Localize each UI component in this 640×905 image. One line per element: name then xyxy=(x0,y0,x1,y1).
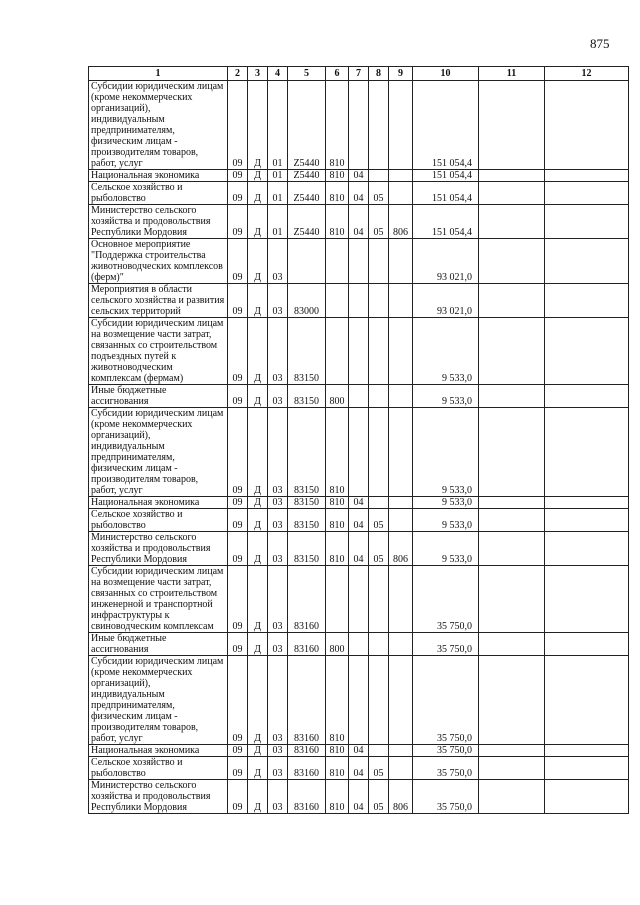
table-row xyxy=(89,532,629,566)
table-cell xyxy=(389,385,413,408)
table-cell: 810 xyxy=(326,532,349,566)
table-cell xyxy=(389,566,413,633)
table-cell: Субсидии юридическим лицам на возмещение части затрат, связанных со строительством инженерной и транспортной инфраструктуры к свиноводческим комплексам xyxy=(89,566,228,633)
table-cell xyxy=(369,239,389,284)
table-cell: Д xyxy=(248,497,268,509)
table-cell: 9 533,0 xyxy=(413,318,479,385)
table-cell: 35 750,0 xyxy=(413,745,479,757)
column-header: 3 xyxy=(248,67,268,81)
table-cell xyxy=(326,566,349,633)
table-cell xyxy=(349,385,369,408)
table-cell xyxy=(479,745,545,757)
table-cell: Субсидии юридическим лицам (кроме некоммерческих организаций), индивидуальным предпринимателям, физическим лицам - производителям товаров, работ, услуг xyxy=(89,408,228,497)
table-cell xyxy=(545,757,629,780)
column-header: 1 xyxy=(89,67,228,81)
table-cell: 93 021,0 xyxy=(413,284,479,318)
table-cell: 05 xyxy=(369,182,389,205)
table-cell xyxy=(479,205,545,239)
table-cell xyxy=(349,239,369,284)
column-header: 7 xyxy=(349,67,369,81)
table-row xyxy=(89,566,629,633)
column-header: 11 xyxy=(479,67,545,81)
table-cell: 83150 xyxy=(288,497,326,509)
table-cell: 01 xyxy=(268,81,288,170)
table-cell: 93 021,0 xyxy=(413,239,479,284)
table-cell: 83150 xyxy=(288,408,326,497)
table-cell: 810 xyxy=(326,182,349,205)
table-row xyxy=(89,170,629,182)
table-cell: Д xyxy=(248,566,268,633)
table-cell: 04 xyxy=(349,182,369,205)
table-cell xyxy=(349,656,369,745)
table-cell: 01 xyxy=(268,182,288,205)
table-cell: 04 xyxy=(349,205,369,239)
table-cell: 09 xyxy=(228,318,248,385)
table-cell: 35 750,0 xyxy=(413,633,479,656)
table-cell xyxy=(545,318,629,385)
table-cell: Министерство сельского хозяйства и продовольствия Республики Мордовия xyxy=(89,780,228,814)
table-cell: 810 xyxy=(326,170,349,182)
table-cell: Министерство сельского хозяйства и продовольствия Республики Мордовия xyxy=(89,532,228,566)
table-cell xyxy=(326,284,349,318)
table-cell: 09 xyxy=(228,509,248,532)
table-cell: 09 xyxy=(228,780,248,814)
table-cell xyxy=(369,633,389,656)
column-header: 6 xyxy=(326,67,349,81)
table-cell xyxy=(389,656,413,745)
table-cell: 04 xyxy=(349,497,369,509)
table-cell: Z5440 xyxy=(288,205,326,239)
table-cell: Д xyxy=(248,532,268,566)
table-row xyxy=(89,239,629,284)
column-header: 4 xyxy=(268,67,288,81)
table-cell: 151 054,4 xyxy=(413,81,479,170)
table-cell xyxy=(545,780,629,814)
table-cell: Д xyxy=(248,205,268,239)
table-cell: 03 xyxy=(268,239,288,284)
table-cell: 35 750,0 xyxy=(413,757,479,780)
table-cell: 9 533,0 xyxy=(413,408,479,497)
table-cell: 05 xyxy=(369,780,389,814)
table-row xyxy=(89,497,629,509)
table-cell: Национальная экономика xyxy=(89,745,228,757)
table-cell xyxy=(389,318,413,385)
table-cell: 35 750,0 xyxy=(413,566,479,633)
table-cell xyxy=(389,509,413,532)
table-cell xyxy=(545,408,629,497)
column-header: 9 xyxy=(389,67,413,81)
table-cell xyxy=(479,408,545,497)
table-cell xyxy=(479,780,545,814)
table-cell: 04 xyxy=(349,532,369,566)
table-cell: 01 xyxy=(268,170,288,182)
table-cell xyxy=(349,81,369,170)
table-cell: 806 xyxy=(389,532,413,566)
table-cell xyxy=(389,182,413,205)
table-cell: 09 xyxy=(228,757,248,780)
table-cell xyxy=(545,170,629,182)
table-cell xyxy=(369,497,389,509)
table-cell xyxy=(369,81,389,170)
table-cell: Министерство сельского хозяйства и продовольствия Республики Мордовия xyxy=(89,205,228,239)
table-cell xyxy=(369,656,389,745)
table-cell: 83160 xyxy=(288,745,326,757)
table-cell: 03 xyxy=(268,284,288,318)
column-header: 2 xyxy=(228,67,248,81)
table-cell xyxy=(545,385,629,408)
table-cell: 03 xyxy=(268,656,288,745)
table-cell xyxy=(545,182,629,205)
table-cell xyxy=(349,408,369,497)
table-row xyxy=(89,385,629,408)
table-row xyxy=(89,757,629,780)
table-row xyxy=(89,284,629,318)
table-row xyxy=(89,656,629,745)
table-cell: 03 xyxy=(268,745,288,757)
table-cell: 09 xyxy=(228,656,248,745)
table-cell: 05 xyxy=(369,757,389,780)
table-cell: Мероприятия в области сельского хозяйства и развития сельских территорий xyxy=(89,284,228,318)
table-cell xyxy=(389,745,413,757)
table-row xyxy=(89,318,629,385)
table-cell: Национальная экономика xyxy=(89,170,228,182)
table-cell xyxy=(349,318,369,385)
table-cell: Д xyxy=(248,182,268,205)
table-cell xyxy=(545,284,629,318)
table-cell: Субсидии юридическим лицам (кроме некоммерческих организаций), индивидуальным предпринимателям, физическим лицам - производителям товаров, работ, услуг xyxy=(89,81,228,170)
table-cell xyxy=(479,757,545,780)
table-cell: 09 xyxy=(228,497,248,509)
table-cell: Д xyxy=(248,408,268,497)
table-cell: 04 xyxy=(349,170,369,182)
table-cell: 810 xyxy=(326,509,349,532)
table-cell xyxy=(479,239,545,284)
table-cell: 03 xyxy=(268,408,288,497)
table-cell: 09 xyxy=(228,408,248,497)
table-cell xyxy=(545,81,629,170)
table-cell xyxy=(349,633,369,656)
table-cell: 810 xyxy=(326,81,349,170)
table-cell: 04 xyxy=(349,780,369,814)
budget-table xyxy=(88,66,629,814)
table-cell: Иные бюджетные ассигнования xyxy=(89,633,228,656)
table-cell xyxy=(545,566,629,633)
table-cell xyxy=(389,239,413,284)
table-cell: 800 xyxy=(326,385,349,408)
table-cell: Д xyxy=(248,170,268,182)
table-cell: 03 xyxy=(268,633,288,656)
table-cell xyxy=(369,170,389,182)
table-cell: 09 xyxy=(228,205,248,239)
table-cell: Сельское хозяйство и рыболовство xyxy=(89,509,228,532)
table-cell: 09 xyxy=(228,239,248,284)
table-cell: Субсидии юридическим лицам (кроме некоммерческих организаций), индивидуальным предпринимателям, физическим лицам - производителям товаров, работ, услуг xyxy=(89,656,228,745)
table-cell: 03 xyxy=(268,566,288,633)
table-row xyxy=(89,633,629,656)
table-cell: Иные бюджетные ассигнования xyxy=(89,385,228,408)
table-cell xyxy=(389,81,413,170)
table-cell: Сельское хозяйство и рыболовство xyxy=(89,757,228,780)
table-cell: 151 054,4 xyxy=(413,205,479,239)
table-cell: 151 054,4 xyxy=(413,170,479,182)
table-cell: 83160 xyxy=(288,633,326,656)
table-cell: Д xyxy=(248,81,268,170)
table-cell xyxy=(369,284,389,318)
table-cell: 09 xyxy=(228,633,248,656)
table-cell xyxy=(389,633,413,656)
table-cell: 03 xyxy=(268,318,288,385)
table-cell: 03 xyxy=(268,780,288,814)
table-cell xyxy=(326,318,349,385)
table-cell: Д xyxy=(248,633,268,656)
table-cell xyxy=(389,497,413,509)
table-cell xyxy=(389,170,413,182)
table-cell: 83160 xyxy=(288,780,326,814)
table-cell: 03 xyxy=(268,757,288,780)
page-number: 875 xyxy=(590,36,610,51)
table-cell: 800 xyxy=(326,633,349,656)
table-cell: 01 xyxy=(268,205,288,239)
table-cell xyxy=(479,566,545,633)
table-cell: Д xyxy=(248,745,268,757)
table-cell xyxy=(479,182,545,205)
table-cell: 9 533,0 xyxy=(413,532,479,566)
table-cell xyxy=(545,633,629,656)
table-cell: 05 xyxy=(369,205,389,239)
table-cell: 810 xyxy=(326,205,349,239)
table-cell: 09 xyxy=(228,385,248,408)
table-cell xyxy=(389,757,413,780)
table-cell: 03 xyxy=(268,385,288,408)
table-cell: 83000 xyxy=(288,284,326,318)
table-cell xyxy=(389,284,413,318)
table-row xyxy=(89,745,629,757)
table-cell: Основное мероприятие "Поддержка строительства животноводческих комплексов (ферм)" xyxy=(89,239,228,284)
column-header: 8 xyxy=(369,67,389,81)
table-cell: Национальная экономика xyxy=(89,497,228,509)
table-cell: Д xyxy=(248,780,268,814)
table-cell xyxy=(545,745,629,757)
table-cell: 9 533,0 xyxy=(413,385,479,408)
table-cell xyxy=(349,566,369,633)
table-cell: Z5440 xyxy=(288,170,326,182)
table-cell xyxy=(389,408,413,497)
table-header-row xyxy=(89,67,629,81)
table-cell xyxy=(479,497,545,509)
table-row xyxy=(89,81,629,170)
table-row xyxy=(89,182,629,205)
table-cell: 04 xyxy=(349,509,369,532)
table-cell xyxy=(545,656,629,745)
column-header: 10 xyxy=(413,67,479,81)
table-cell: 35 750,0 xyxy=(413,780,479,814)
table-cell: Сельское хозяйство и рыболовство xyxy=(89,182,228,205)
table-cell xyxy=(545,509,629,532)
table-cell: 05 xyxy=(369,509,389,532)
table-cell: 09 xyxy=(228,284,248,318)
table-cell xyxy=(479,509,545,532)
table-cell: Субсидии юридическим лицам на возмещение части затрат, связанных со строительством подъездных путей к животноводческим комплексам (фермам) xyxy=(89,318,228,385)
table-cell xyxy=(326,239,349,284)
table-cell: 05 xyxy=(369,532,389,566)
table-cell: Z5440 xyxy=(288,182,326,205)
table-cell xyxy=(369,566,389,633)
table-cell: 83150 xyxy=(288,318,326,385)
table-cell: 83150 xyxy=(288,532,326,566)
table-cell: Д xyxy=(248,509,268,532)
table-cell: 83150 xyxy=(288,385,326,408)
table-row xyxy=(89,408,629,497)
table-cell: 03 xyxy=(268,532,288,566)
table-cell: 810 xyxy=(326,497,349,509)
table-cell: 9 533,0 xyxy=(413,509,479,532)
table-cell: 35 750,0 xyxy=(413,656,479,745)
table-cell: 83150 xyxy=(288,509,326,532)
table-cell: 09 xyxy=(228,170,248,182)
table-cell: 04 xyxy=(349,757,369,780)
table-cell: Д xyxy=(248,757,268,780)
table-cell xyxy=(369,385,389,408)
table-cell: 09 xyxy=(228,745,248,757)
table-cell: 09 xyxy=(228,532,248,566)
table-cell xyxy=(369,408,389,497)
table-cell: 810 xyxy=(326,757,349,780)
table-cell: Д xyxy=(248,318,268,385)
table-row xyxy=(89,780,629,814)
table-cell: 83160 xyxy=(288,566,326,633)
table-cell: 03 xyxy=(268,497,288,509)
table-cell xyxy=(545,239,629,284)
table-cell: 09 xyxy=(228,182,248,205)
table-cell: 9 533,0 xyxy=(413,497,479,509)
column-header: 5 xyxy=(288,67,326,81)
column-header: 12 xyxy=(545,67,629,81)
table-cell xyxy=(479,532,545,566)
table-cell: Д xyxy=(248,284,268,318)
table-cell xyxy=(479,284,545,318)
table-cell xyxy=(479,656,545,745)
table-cell: 810 xyxy=(326,656,349,745)
table-cell: Д xyxy=(248,656,268,745)
table-cell: Д xyxy=(248,239,268,284)
table-cell: 810 xyxy=(326,780,349,814)
table-cell xyxy=(479,633,545,656)
table-cell: 03 xyxy=(268,509,288,532)
table-cell: 810 xyxy=(326,408,349,497)
table-cell: 810 xyxy=(326,745,349,757)
table-cell xyxy=(479,170,545,182)
table-cell: 806 xyxy=(389,205,413,239)
table-row xyxy=(89,509,629,532)
table-cell xyxy=(369,745,389,757)
table-cell xyxy=(545,532,629,566)
table-cell: 83160 xyxy=(288,757,326,780)
table-cell: 83160 xyxy=(288,656,326,745)
table-cell: Z5440 xyxy=(288,81,326,170)
table-row xyxy=(89,205,629,239)
table-cell xyxy=(479,385,545,408)
table-cell: 151 054,4 xyxy=(413,182,479,205)
table-cell xyxy=(545,205,629,239)
table-cell: 806 xyxy=(389,780,413,814)
table-cell: 09 xyxy=(228,81,248,170)
table-cell xyxy=(288,239,326,284)
table-cell: 04 xyxy=(349,745,369,757)
table-cell xyxy=(479,318,545,385)
table-cell xyxy=(369,318,389,385)
table-cell xyxy=(545,497,629,509)
table-cell xyxy=(479,81,545,170)
table-cell: Д xyxy=(248,385,268,408)
table-cell xyxy=(349,284,369,318)
table-cell: 09 xyxy=(228,566,248,633)
